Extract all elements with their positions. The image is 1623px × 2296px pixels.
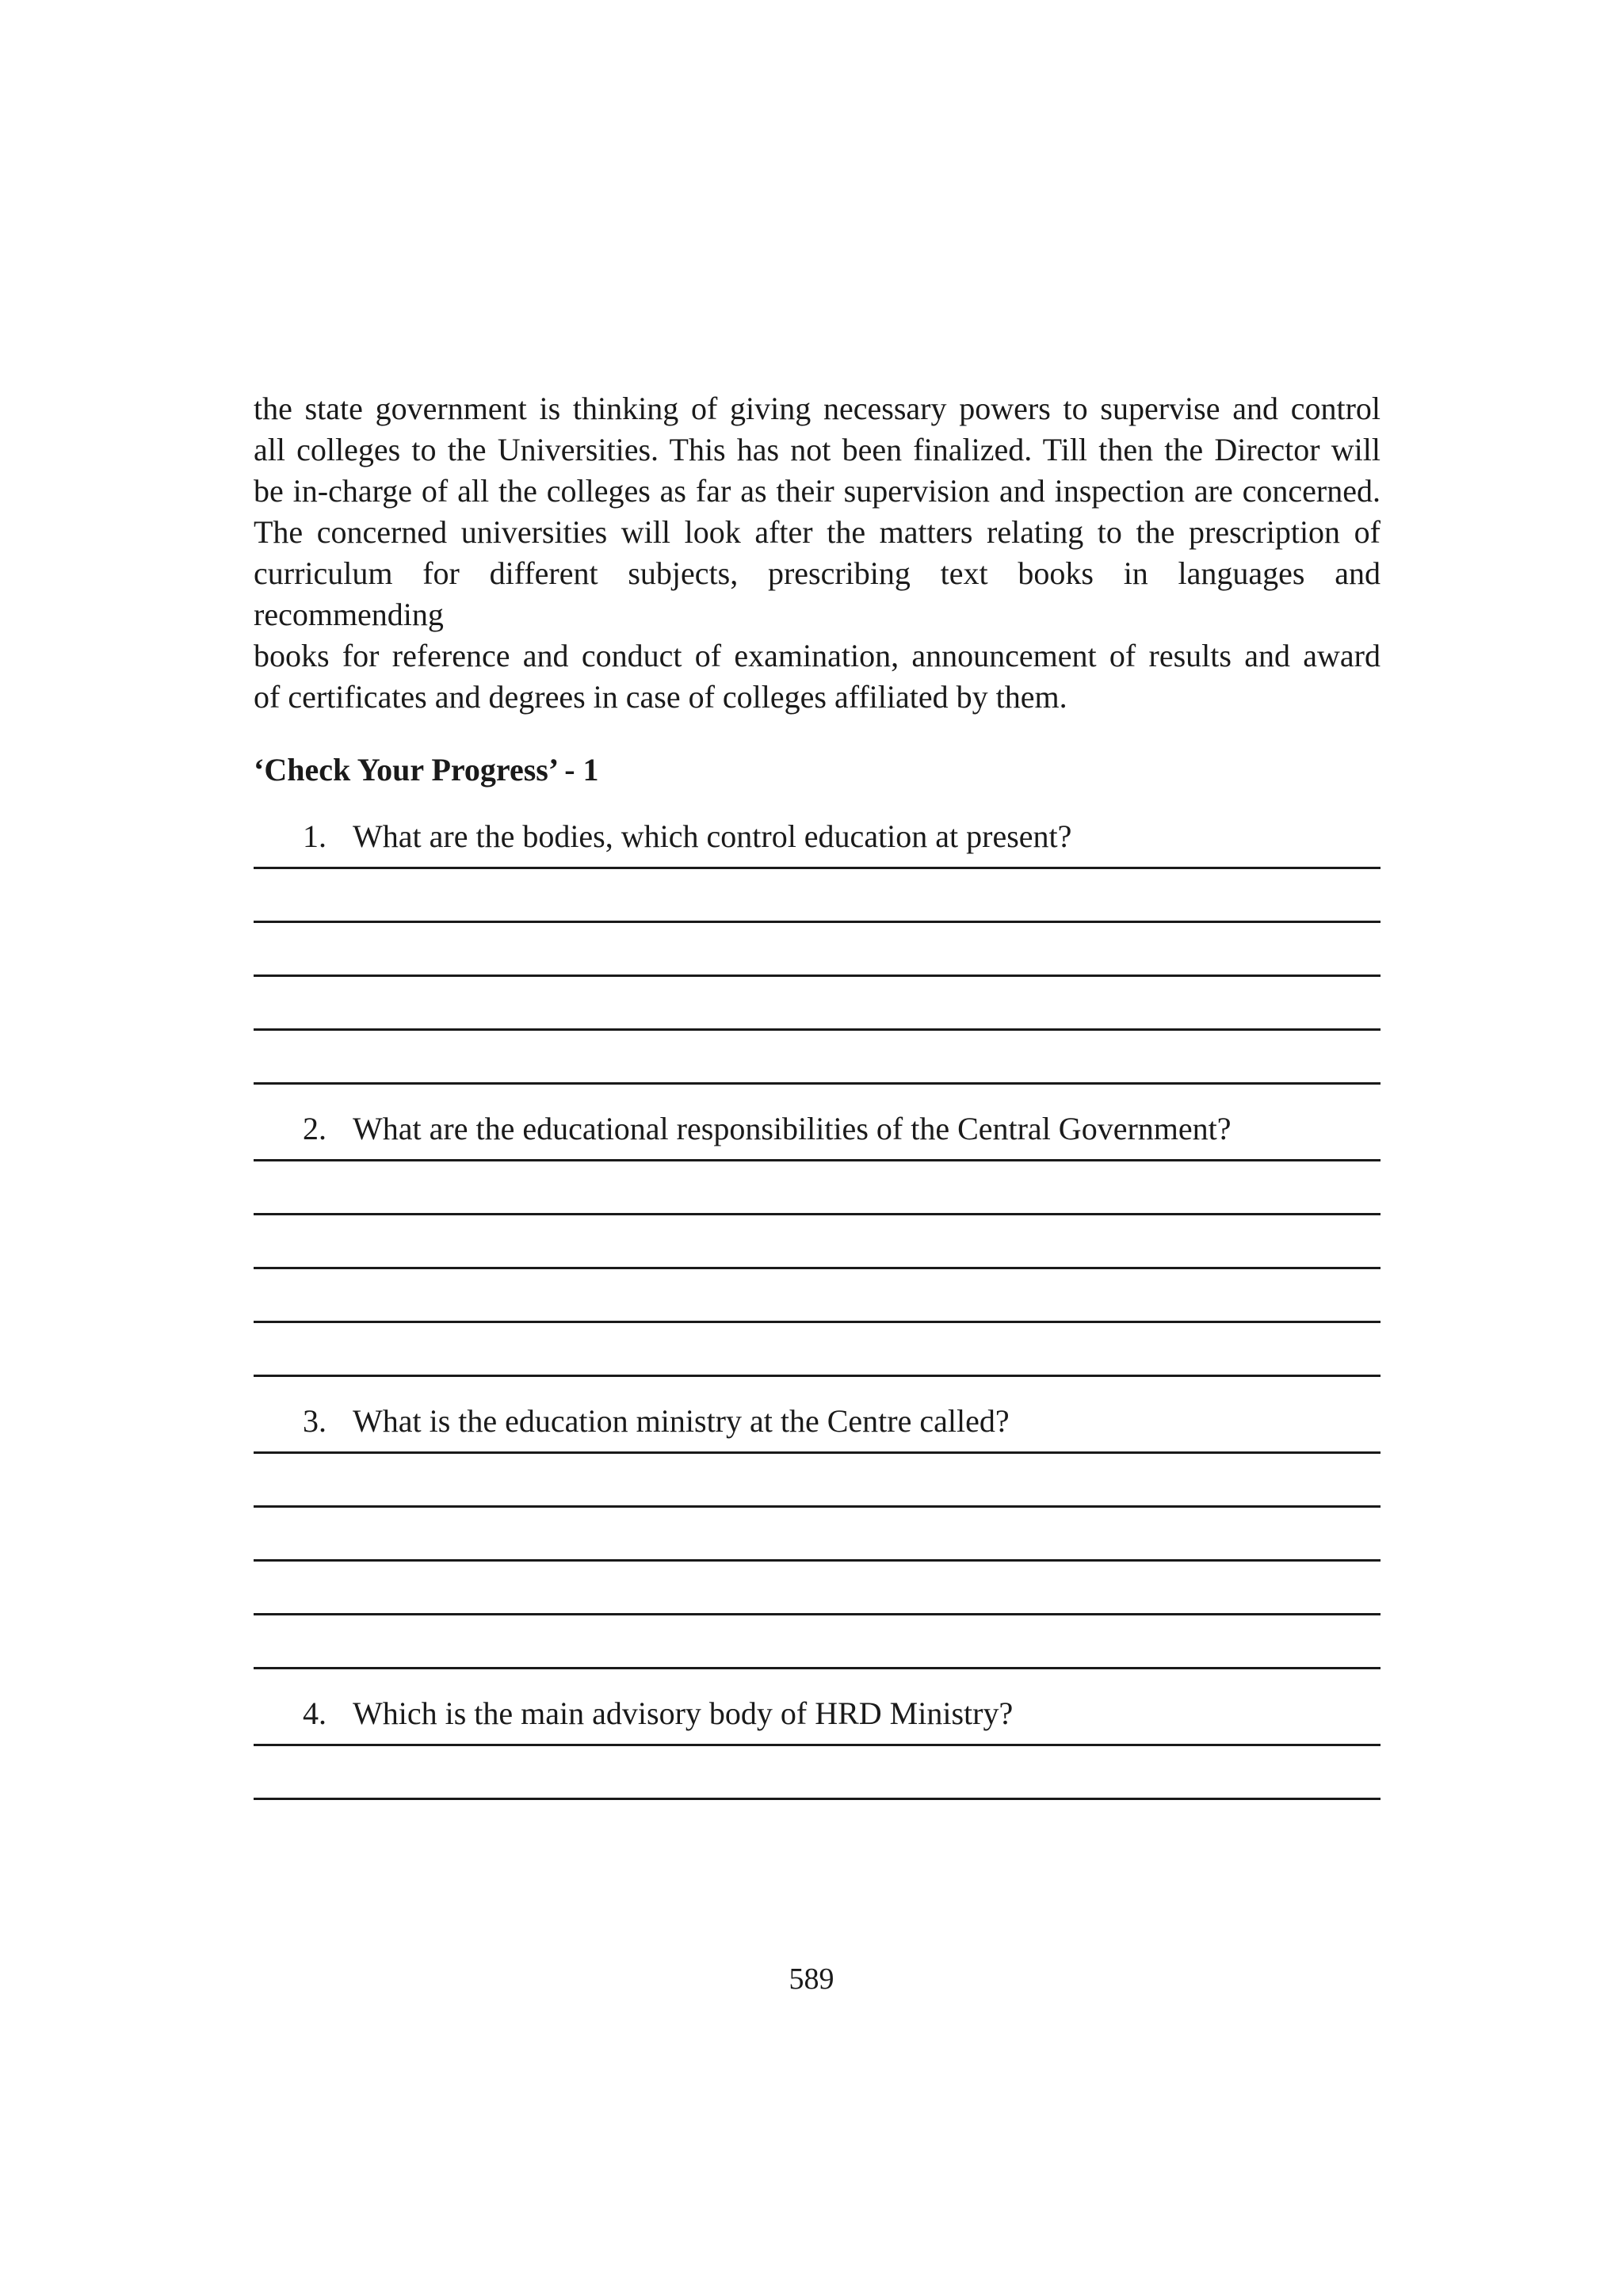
answer-line[interactable] xyxy=(254,1082,1381,1085)
answer-line[interactable] xyxy=(254,1267,1381,1269)
page-content xyxy=(254,388,1381,1800)
section-heading: ‘Check Your Progress’ - 1 xyxy=(254,752,599,788)
question-2 xyxy=(254,1108,1381,1150)
question-block-2 xyxy=(254,1108,1381,1377)
answer-line[interactable] xyxy=(254,1559,1381,1562)
question-block-3 xyxy=(254,1401,1381,1669)
question-block-1 xyxy=(254,816,1381,1085)
answer-line[interactable] xyxy=(254,1375,1381,1377)
question-number: 3. xyxy=(303,1403,327,1439)
answer-line[interactable] xyxy=(254,1667,1381,1669)
answer-line[interactable] xyxy=(254,1613,1381,1615)
question-3 xyxy=(254,1401,1381,1442)
question-1 xyxy=(254,816,1381,857)
page-number: 589 xyxy=(789,1962,834,1996)
paragraph-line: The concerned universities will look after the matters relating to the prescription of xyxy=(254,514,1381,550)
answer-line[interactable] xyxy=(254,921,1381,923)
body-paragraph xyxy=(254,388,1381,718)
question-text: What are the bodies, which control education at present? xyxy=(353,818,1072,854)
answer-line[interactable] xyxy=(254,867,1381,869)
question-4 xyxy=(254,1693,1381,1734)
answer-line[interactable] xyxy=(254,1744,1381,1746)
answer-line[interactable] xyxy=(254,1028,1381,1031)
paragraph-line: of certificates and degrees in case of colleges affiliated by them. xyxy=(254,679,1067,715)
answer-line[interactable] xyxy=(254,1213,1381,1215)
question-text: What are the educational responsibilities of the Central Government? xyxy=(353,1111,1232,1146)
question-text: Which is the main advisory body of HRD Ministry? xyxy=(353,1695,1014,1731)
paragraph-line: books for reference and conduct of examination, announcement of results and award xyxy=(254,638,1381,673)
answer-line[interactable] xyxy=(254,1798,1381,1800)
question-number: 2. xyxy=(303,1111,327,1146)
answer-line[interactable] xyxy=(254,1321,1381,1323)
answer-line[interactable] xyxy=(254,1451,1381,1454)
answer-line[interactable] xyxy=(254,974,1381,977)
paragraph-line: curriculum for different subjects, prescribing text books in languages and recommending xyxy=(254,555,1381,632)
paragraph-line: the state government is thinking of giving necessary powers to supervise and control xyxy=(254,391,1381,426)
question-block-4 xyxy=(254,1693,1381,1800)
question-number: 1. xyxy=(303,818,327,854)
paragraph-line: all colleges to the Universities. This has not been finalized. Till then the Director will xyxy=(254,432,1381,467)
question-number: 4. xyxy=(303,1695,327,1731)
answer-line[interactable] xyxy=(254,1159,1381,1161)
paragraph-line: be in-charge of all the colleges as far as their supervision and inspection are concerned. xyxy=(254,473,1381,509)
answer-line[interactable] xyxy=(254,1505,1381,1508)
question-text: What is the education ministry at the Centre called? xyxy=(353,1403,1010,1439)
